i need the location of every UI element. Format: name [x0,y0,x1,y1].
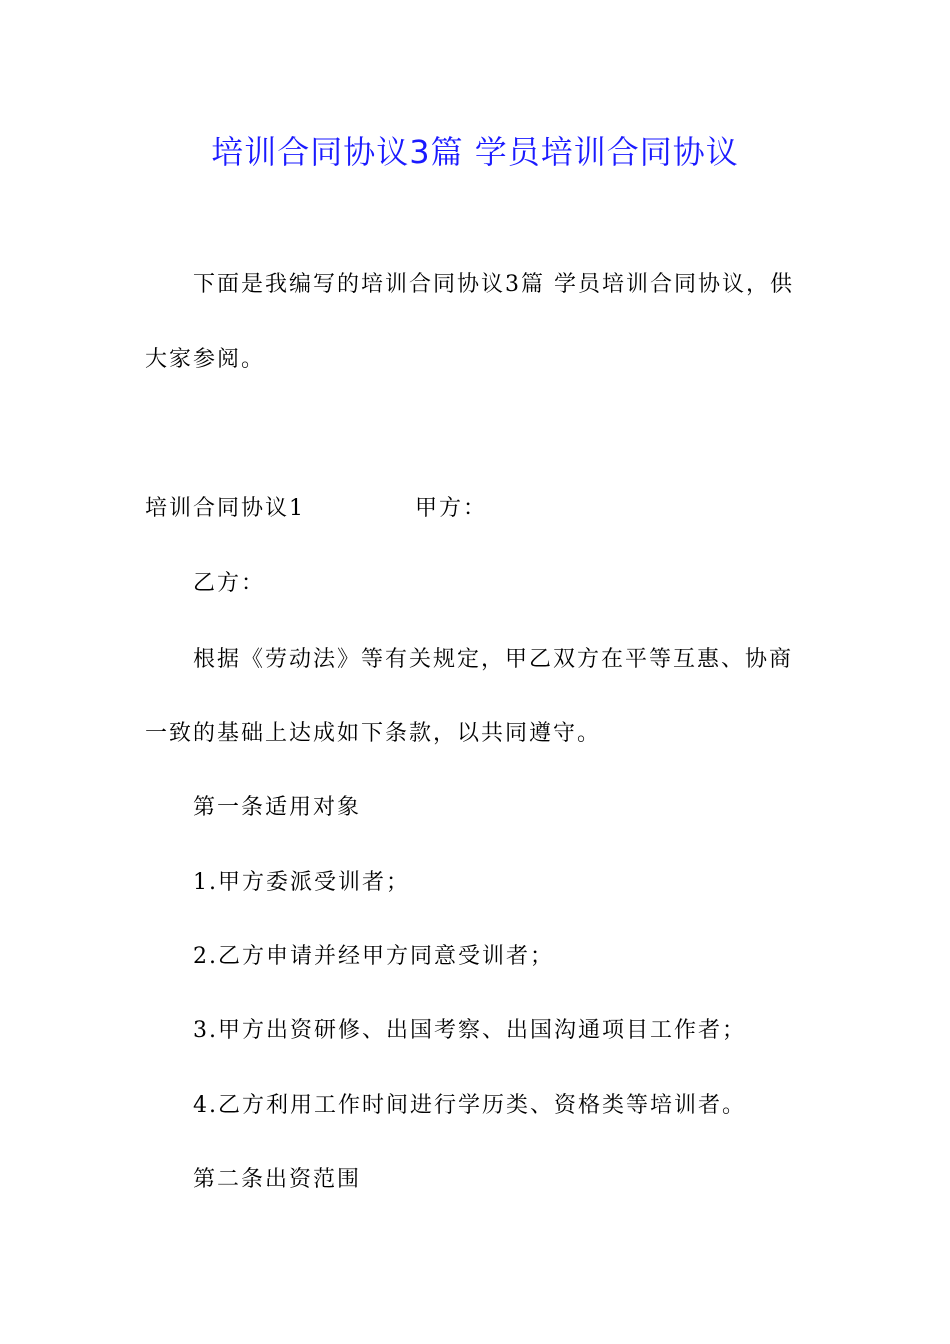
article-1-item: 3.甲方出资研修、出国考察、出国沟通项目工作者； [193,1018,746,1043]
intro-paragraph-line-1: 下面是我编写的培训合同协议3篇 学员培训合同协议，供 [193,272,794,297]
article-1-item: 2.乙方申请并经甲方同意受训者； [193,944,554,969]
intro-paragraph-line-2: 大家参阅。 [145,347,266,372]
article-1-item: 4.乙方利用工作时间进行学历类、资格类等培训者。 [193,1093,746,1118]
section-heading: 培训合同协议1 [145,496,305,521]
party-a-label: 甲方： [415,496,488,521]
basis-paragraph-line-1: 根据《劳动法》等有关规定，甲乙双方在平等互惠、协商 [193,647,794,672]
article-1-item: 1.甲方委派受训者； [193,870,410,895]
document-title: 培训合同协议3篇 学员培训合同协议 [211,133,739,171]
article-1-title: 第一条适用对象 [193,795,362,820]
party-b-label: 乙方： [193,571,266,596]
basis-paragraph-line-2: 一致的基础上达成如下条款，以共同遵守。 [145,721,602,746]
article-2-title: 第二条出资范围 [193,1167,362,1192]
